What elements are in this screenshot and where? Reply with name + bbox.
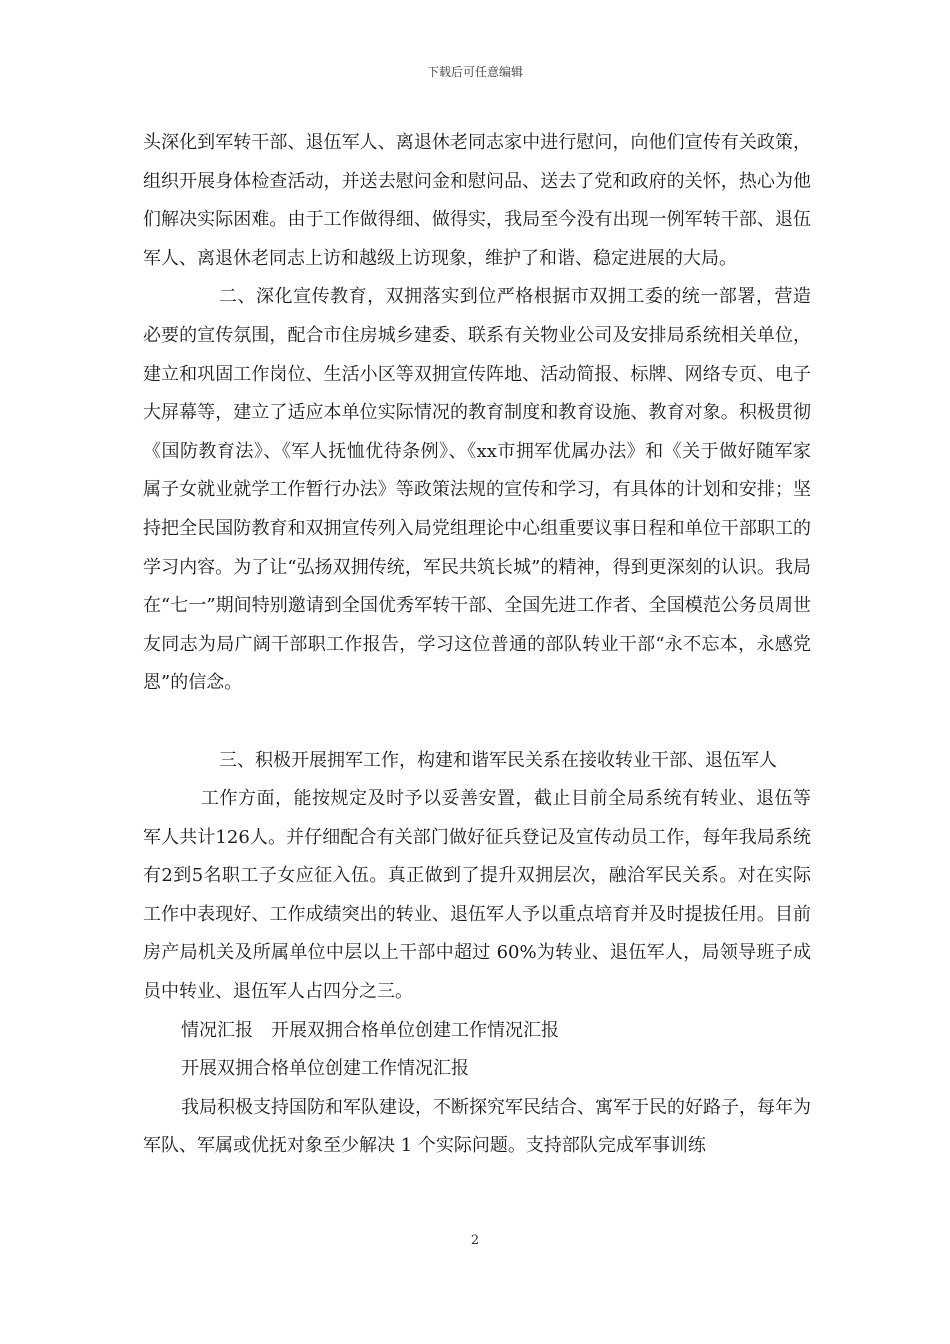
paragraph-6-title: 开展双拥合格单位创建工作情况汇报 xyxy=(181,1058,469,1080)
paragraph-5-title: 情况汇报 开展双拥合格单位创建工作情况汇报 xyxy=(181,1019,559,1041)
document-body xyxy=(143,124,811,1166)
paragraph-gap xyxy=(143,703,811,742)
paragraph-7: 我局积极支持国防和军队建设，不断探究军民结合、寓军于民的好路子，每年为军队、军属或优抚对象至少解决 1 个实际问题。支持部队完成军事训练 xyxy=(143,1096,811,1157)
paragraph-4: 工作方面，能按规定及时予以妥善安置，截止目前全局系统有转业、退伍等军人共计126人。并仔细配合有关部门做好征兵登记及宣传动员工作，每年我局系统有2到5名职工子女应征入伍。真正做到了提升双拥层次，融洽军民关系。对在实际工作中表现好、工作成绩突出的转业、退伍军人予以重点培育并及时提拔任用。目前房产局机关及所属单位中层以上干部中超过 60%为转业、退伍军人，局领导班子成员中转业、退伍军人占四分之三。 xyxy=(143,788,811,1003)
paragraph-3-heading: 三、积极开展拥军工作，构建和谐军民关系在接收转业干部、退伍军人 xyxy=(219,749,777,771)
page-number: 2 xyxy=(470,1233,480,1248)
paragraph-2: 二、深化宣传教育，双拥落实到位严格根据市双拥工委的统一部署，营造必要的宣传氛围，配合市住房城乡建委、联系有关物业公司及安排局系统相关单位，建立和巩固工作岗位、生活小区等双拥宣传阵地、活动简报、标牌、网络专页、电子大屏幕等，建立了适应本单位实际情况的教育制度和教育设施、教育对象。积极贯彻《国防教育法》、《军人抚恤优待条例》、《xx市拥军优属办法》和《关于做好随军家属子女就业就学工作暂行办法》等政策法规的宣传和学习，有具体的计划和安排；坚持把全民国防教育和双拥宣传列入局党组理论中心组重要议事日程和单位干部职工的学习内容。为了让“弘扬双拥传统，军民共筑长城”的精神，得到更深刻的认识。我局在“七一”期间特别邀请到全国优秀军转干部、全国先进工作者、全国模范公务员周世友同志为局广阔干部职工作报告，学习这位普通的部队转业干部“永不忘本，永感党恩”的信念。 xyxy=(143,286,811,694)
paragraph-1: 头深化到军转干部、退伍军人、离退休老同志家中进行慰问，向他们宣传有关政策，组织开展身体检查活动，并送去慰问金和慰问品、送去了党和政府的关怀，热心为他们解决实际困难。由于工作做得细、做得实，我局至今没有出现一例军转干部、退伍军人、离退休老同志上访和越级上访现象，维护了和谐、稳定进展的大局。 xyxy=(143,132,811,269)
page-header: 下载后可任意编辑 xyxy=(426,65,523,79)
